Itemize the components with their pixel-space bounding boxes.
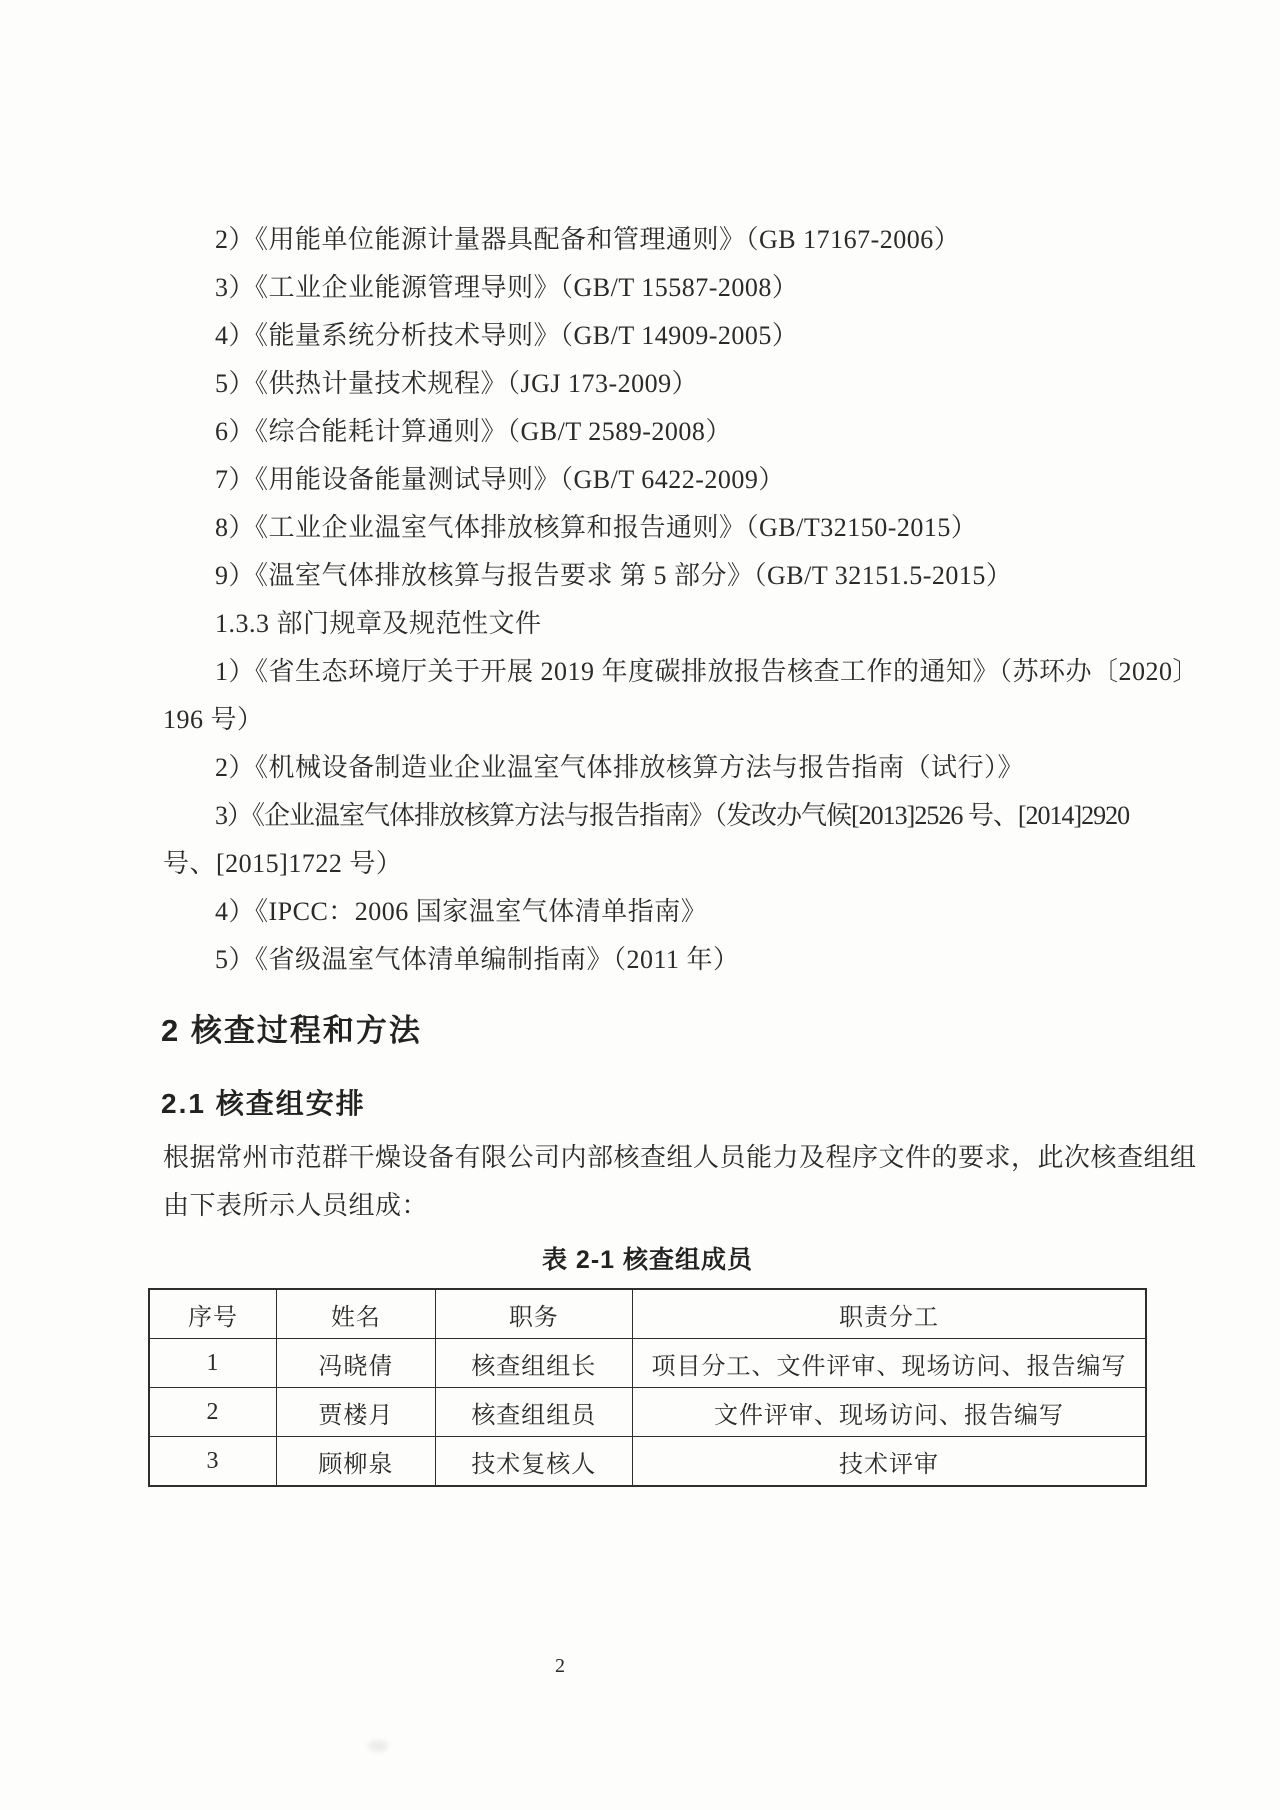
table-cell: 贾楼月 <box>277 1388 436 1437</box>
table-cell: 核查组组员 <box>435 1388 632 1437</box>
list-line: 1）《省生态环境厅关于开展 2019 年度碳排放报告核查工作的通知》（苏环办〔2020〕 <box>215 657 1200 686</box>
list-line: 3）《工业企业能源管理导则》（GB/T 15587-2008） <box>215 273 799 302</box>
table-cell: 文件评审、现场访问、报告编写 <box>633 1388 1146 1437</box>
paragraph-line: 由下表所示人员组成： <box>163 1191 429 1220</box>
table-row <box>149 1388 1146 1437</box>
subsection-heading: 2.1 核查组安排 <box>161 1088 366 1119</box>
table-caption: 表 2-1 核查组成员 <box>541 1246 754 1274</box>
list-line: 5）《供热计量技术规程》（JGJ 173-2009） <box>215 369 699 398</box>
list-line: 7）《用能设备能量测试导则》（GB/T 6422-2009） <box>215 465 785 494</box>
table-row <box>149 1339 1146 1388</box>
paragraph-line: 根据常州市范群干燥设备有限公司内部核查组人员能力及程序文件的要求，此次核查组组 <box>163 1143 1197 1172</box>
table-cell: 1 <box>149 1339 277 1388</box>
table-cell: 技术评审 <box>633 1437 1146 1487</box>
body-paragraph <box>163 1134 1197 1230</box>
table-header-cell: 序号 <box>149 1289 277 1339</box>
list-line: 4）《能量系统分析技术导则》（GB/T 14909-2005） <box>215 321 799 350</box>
section-heading: 2 核查过程和方法 <box>161 1013 422 1048</box>
scan-smudge-artifact <box>368 1740 388 1752</box>
table-cell: 项目分工、文件评审、现场访问、报告编写 <box>633 1339 1146 1388</box>
list-line: 5）《省级温室气体清单编制指南》（2011 年） <box>215 945 740 974</box>
list-line: 3）《企业温室气体排放核算方法与报告指南》（发改办气候[2013]2526 号、[2014]2920 <box>215 801 1130 830</box>
table-header-cell: 职务 <box>435 1289 632 1339</box>
list-line: 4）《IPCC：2006 国家温室气体清单指南》 <box>215 897 708 926</box>
list-line: 2）《用能单位能源计量器具配备和管理通则》（GB 17167-2006） <box>215 225 961 254</box>
table-header-cell: 姓名 <box>277 1289 436 1339</box>
page-number: 2 <box>555 1655 565 1677</box>
table-cell: 顾柳泉 <box>277 1437 436 1487</box>
list-line: 2）《机械设备制造业企业温室气体排放核算方法与报告指南（试行）》 <box>215 753 1025 782</box>
list-line: 9）《温室气体排放核算与报告要求 第 5 部分》（GB/T 32151.5-2015） <box>215 561 1013 590</box>
list-line: 6）《综合能耗计算通则》（GB/T 2589-2008） <box>215 417 732 446</box>
table-row <box>149 1437 1146 1487</box>
list-line-continuation: 196 号） <box>163 705 264 734</box>
table-cell: 技术复核人 <box>435 1437 632 1487</box>
table-header-row <box>149 1289 1146 1339</box>
list-line-continuation: 号、[2015]1722 号） <box>163 849 403 878</box>
review-team-table <box>148 1288 1147 1487</box>
subsection-number-line: 1.3.3 部门规章及规范性文件 <box>215 609 542 638</box>
table-cell: 冯晓倩 <box>277 1339 436 1388</box>
standards-reference-list <box>163 216 1200 984</box>
table-cell: 3 <box>149 1437 277 1487</box>
list-line: 8）《工业企业温室气体排放核算和报告通则》（GB/T32150-2015） <box>215 513 978 542</box>
table-header-cell: 职责分工 <box>633 1289 1146 1339</box>
table-cell: 2 <box>149 1388 277 1437</box>
table-cell: 核查组组长 <box>435 1339 632 1388</box>
